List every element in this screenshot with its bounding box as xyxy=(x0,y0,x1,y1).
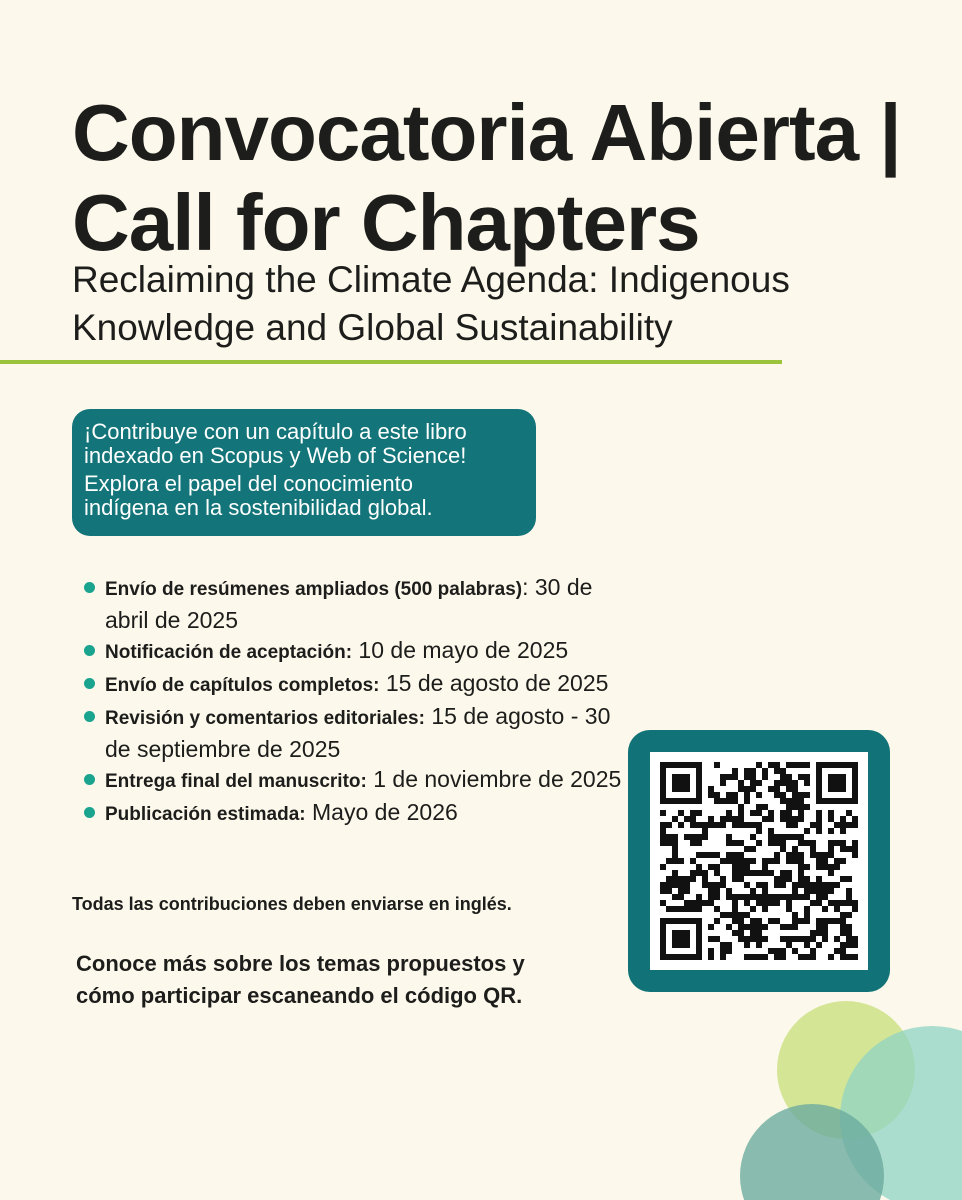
list-item xyxy=(84,764,624,797)
date-value: 15 de agosto - 30 de septiembre de 2025 xyxy=(105,703,611,762)
subtitle-line-1: Reclaiming the Climate Agenda: Indigenous xyxy=(72,259,790,300)
date-label: Publicación estimada: xyxy=(105,804,306,825)
bullet-dot-icon xyxy=(84,645,95,656)
callout-line-2: indexado en Scopus y Web of Science! xyxy=(84,443,467,468)
call-to-action xyxy=(76,948,616,1012)
list-item xyxy=(84,701,624,764)
date-value: Mayo de 2026 xyxy=(305,799,458,825)
bullet-dot-icon xyxy=(84,582,95,593)
title-line-2: Call for Chapters xyxy=(72,178,700,267)
page-title xyxy=(72,88,952,268)
date-value: 10 de mayo de 2025 xyxy=(352,637,569,663)
language-note: Todas las contribuciones deben enviarse en inglés. xyxy=(72,894,512,914)
bullet-dot-icon xyxy=(84,711,95,722)
date-value: : 30 de abril de 2025 xyxy=(105,574,593,633)
cta-line-2: cómo participar escaneando el código QR. xyxy=(76,983,523,1008)
subtitle-line-2: Knowledge and Global Sustainability xyxy=(72,307,673,348)
important-dates-list xyxy=(84,572,624,830)
bullet-dot-icon xyxy=(84,807,95,818)
date-label: Entrega final del manuscrito: xyxy=(105,771,367,792)
cta-line-1: Conoce más sobre los temas propuestos y xyxy=(76,951,525,976)
bullet-dot-icon xyxy=(84,678,95,689)
date-label: Envío de capítulos completos: xyxy=(105,675,380,696)
qr-frame xyxy=(628,730,890,992)
qr-background xyxy=(650,752,868,970)
callout-line-1: ¡Contribuye con un capítulo a este libro xyxy=(84,419,467,444)
title-line-1: Convocatoria Abierta | xyxy=(72,88,901,177)
list-item xyxy=(84,668,624,701)
date-label: Revisión y comentarios editoriales: xyxy=(105,708,425,729)
list-item xyxy=(84,572,624,635)
date-label: Notificación de aceptación: xyxy=(105,642,353,663)
book-subtitle xyxy=(72,256,912,352)
date-label: Envío de resúmenes ampliados (500 palabras) xyxy=(105,579,523,600)
date-value: 15 de agosto de 2025 xyxy=(379,670,609,696)
callout-box xyxy=(72,409,536,536)
list-item xyxy=(84,635,624,668)
green-divider xyxy=(0,360,782,364)
date-value: 1 de noviembre de 2025 xyxy=(366,766,622,792)
bullet-dot-icon xyxy=(84,774,95,785)
qr-code-icon[interactable] xyxy=(660,762,858,960)
list-item xyxy=(84,797,624,830)
callout-line-4: indígena en la sostenibilidad global. xyxy=(84,495,433,520)
decorative-circles xyxy=(700,1000,962,1200)
callout-line-3: Explora el papel del conocimiento xyxy=(84,471,413,496)
